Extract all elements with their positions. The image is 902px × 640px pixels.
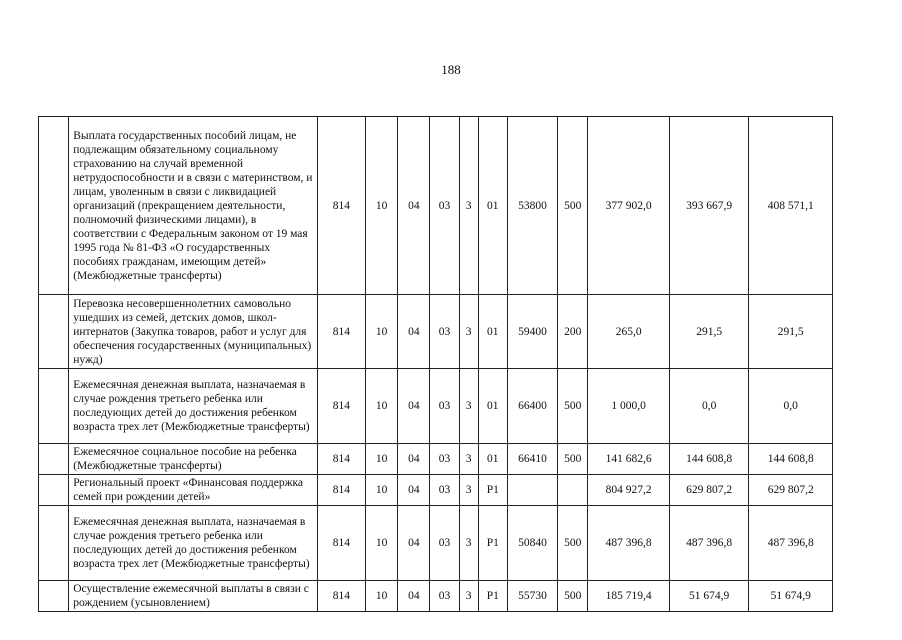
amount-year-2: 0,0 xyxy=(669,369,749,444)
section-code: 10 xyxy=(366,581,398,612)
table-row xyxy=(39,117,833,295)
amount-year-2: 51 674,9 xyxy=(669,581,749,612)
amount-year-1: 185 719,4 xyxy=(588,581,670,612)
direction-code: 50840 xyxy=(507,506,557,581)
amount-year-1: 804 927,2 xyxy=(588,475,670,506)
amount-year-2: 144 608,8 xyxy=(669,444,749,475)
direction-code: 66400 xyxy=(507,369,557,444)
amount-year-1: 377 902,0 xyxy=(588,117,670,295)
measure-code: 01 xyxy=(478,295,507,369)
amount-year-3: 144 608,8 xyxy=(749,444,833,475)
page-number: 188 xyxy=(441,62,461,77)
blank-cell xyxy=(39,117,69,295)
item-name: Региональный проект «Финансовая поддержка семей при рождении детей» xyxy=(69,475,318,506)
subsection-code: 04 xyxy=(398,295,430,369)
blank-cell xyxy=(39,475,69,506)
subprogram-code: 3 xyxy=(459,475,478,506)
measure-code: 01 xyxy=(478,444,507,475)
program-code: 03 xyxy=(430,295,459,369)
direction-code: 53800 xyxy=(507,117,557,295)
item-name: Осуществление ежемесячной выплаты в связи с рождением (усыновлением) xyxy=(69,581,318,612)
expense-type-code: 500 xyxy=(558,506,588,581)
measure-code: 01 xyxy=(478,117,507,295)
section-code: 10 xyxy=(366,295,398,369)
item-name: Перевозка несовершеннолетних самовольно ушедших из семей, детских домов, школ-интернатов (Закупка товаров, работ и услуг для обеспечения государственных (муниципальных) нужд) xyxy=(69,295,318,369)
subprogram-code: 3 xyxy=(459,369,478,444)
subprogram-code: 3 xyxy=(459,506,478,581)
amount-year-3: 629 807,2 xyxy=(749,475,833,506)
amount-year-3: 408 571,1 xyxy=(749,117,833,295)
direction-code xyxy=(507,475,557,506)
amount-year-3: 0,0 xyxy=(749,369,833,444)
blank-cell xyxy=(39,369,69,444)
amount-year-1: 265,0 xyxy=(588,295,670,369)
amount-year-1: 141 682,6 xyxy=(588,444,670,475)
amount-year-3: 51 674,9 xyxy=(749,581,833,612)
amount-year-3: 487 396,8 xyxy=(749,506,833,581)
expense-type-code: 200 xyxy=(558,295,588,369)
amount-year-3: 291,5 xyxy=(749,295,833,369)
amount-year-2: 291,5 xyxy=(669,295,749,369)
dept-code: 814 xyxy=(317,117,365,295)
expense-type-code: 500 xyxy=(558,117,588,295)
expense-type-code xyxy=(558,475,588,506)
blank-cell xyxy=(39,295,69,369)
dept-code: 814 xyxy=(317,444,365,475)
amount-year-2: 629 807,2 xyxy=(669,475,749,506)
dept-code: 814 xyxy=(317,295,365,369)
table-row xyxy=(39,506,833,581)
item-name: Ежемесячная денежная выплата, назначаемая в случае рождения третьего ребенка или последующих детей до достижения ребенком возраста трех лет (Межбюджетные трансферты) xyxy=(69,369,318,444)
blank-cell xyxy=(39,444,69,475)
direction-code: 55730 xyxy=(507,581,557,612)
subsection-code: 04 xyxy=(398,506,430,581)
section-code: 10 xyxy=(366,369,398,444)
expense-type-code: 500 xyxy=(558,369,588,444)
amount-year-1: 1 000,0 xyxy=(588,369,670,444)
item-name: Ежемесячная денежная выплата, назначаемая в случае рождения третьего ребенка или последующих детей до достижения ребенком возраста трех лет (Межбюджетные трансферты) xyxy=(69,506,318,581)
program-code: 03 xyxy=(430,475,459,506)
section-code: 10 xyxy=(366,475,398,506)
subprogram-code: 3 xyxy=(459,581,478,612)
program-code: 03 xyxy=(430,369,459,444)
item-name: Ежемесячное социальное пособие на ребенка (Межбюджетные трансферты) xyxy=(69,444,318,475)
amount-year-2: 393 667,9 xyxy=(669,117,749,295)
table-row xyxy=(39,295,833,369)
measure-code: P1 xyxy=(478,581,507,612)
blank-cell xyxy=(39,581,69,612)
section-code: 10 xyxy=(366,506,398,581)
program-code: 03 xyxy=(430,444,459,475)
section-code: 10 xyxy=(366,444,398,475)
program-code: 03 xyxy=(430,581,459,612)
dept-code: 814 xyxy=(317,475,365,506)
measure-code: P1 xyxy=(478,475,507,506)
item-name: Выплата государственных пособий лицам, не подлежащим обязательному социальному страхованию на случай временной нетрудоспособности и в связи с материнством, и лицам, уволенным в связи с ликвидацией организаций (прекращением деятельности, полномочий физическими лицами), в соответствии с Федеральным законом от 19 мая 1995 года № 81-ФЗ «О государственных пособиях гражданам, имеющим детей» (Межбюджетные трансферты) xyxy=(69,117,318,295)
budget-table xyxy=(38,116,833,612)
section-code: 10 xyxy=(366,117,398,295)
measure-code: P1 xyxy=(478,506,507,581)
expense-type-code: 500 xyxy=(558,444,588,475)
subsection-code: 04 xyxy=(398,444,430,475)
dept-code: 814 xyxy=(317,581,365,612)
amount-year-1: 487 396,8 xyxy=(588,506,670,581)
table-row xyxy=(39,369,833,444)
subsection-code: 04 xyxy=(398,475,430,506)
blank-cell xyxy=(39,506,69,581)
dept-code: 814 xyxy=(317,506,365,581)
dept-code: 814 xyxy=(317,369,365,444)
direction-code: 66410 xyxy=(507,444,557,475)
amount-year-2: 487 396,8 xyxy=(669,506,749,581)
program-code: 03 xyxy=(430,506,459,581)
measure-code: 01 xyxy=(478,369,507,444)
expense-type-code: 500 xyxy=(558,581,588,612)
subprogram-code: 3 xyxy=(459,117,478,295)
subprogram-code: 3 xyxy=(459,444,478,475)
direction-code: 59400 xyxy=(507,295,557,369)
subsection-code: 04 xyxy=(398,581,430,612)
table-row xyxy=(39,444,833,475)
table-row xyxy=(39,581,833,612)
subsection-code: 04 xyxy=(398,369,430,444)
table-row xyxy=(39,475,833,506)
program-code: 03 xyxy=(430,117,459,295)
subprogram-code: 3 xyxy=(459,295,478,369)
subsection-code: 04 xyxy=(398,117,430,295)
